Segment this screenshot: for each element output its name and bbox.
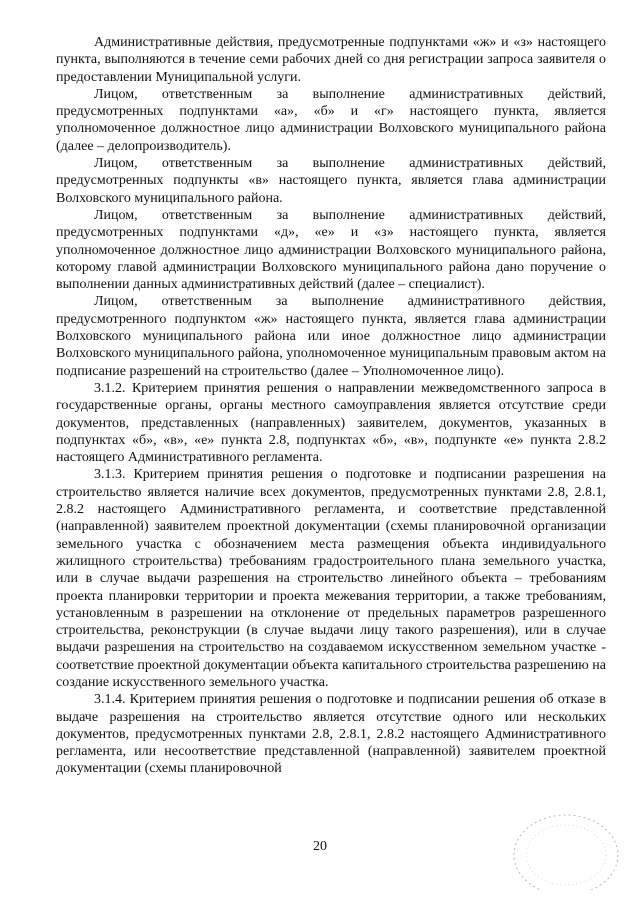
paragraph: 3.1.2. Критерием принятия решения о направлении межведомственного запроса в государственные органы, органы местного самоуправления является отсутствие среди документов, представленных (направленных) заявителем, документов, указанных в подпунктах «б», «в», «е» пункта 2.8, подпунктах «б», «в», подпункте «е» пункта 2.8.2 настоящего Административного регламента. xyxy=(56,380,606,466)
paragraph: Административные действия, предусмотренные подпунктами «ж» и «з» настоящего пункта, выполняются в течение семи рабочих дней со дня регистрации запроса заявителя о предоставлении Муниципальной услуги. xyxy=(56,35,606,85)
paragraph: Лицом, ответственным за выполнение административных действий, предусмотренных подпунктами «д», «е» и «з» настоящего пункта, является уполномоченное должностное лицо администрации Волховского муниципального района, которому главой администрации Волховского муниципального района дано поручение о выполнении данных административных действий (далее – специалист). xyxy=(56,207,606,293)
page-body-text xyxy=(56,34,606,778)
paragraph: 3.1.3. Критерием принятия решения о подготовке и подписании разрешения на строительство является наличие всех документов, предусмотренных пунктами 2.8, 2.8.1, 2.8.2 настоящего Административного регламента, и соответствие представленной (направленной) заявителем проектной документации (схемы планировочной организации земельного участка с обозначением места размещения объекта индивидуального жилищного строительства) требованиям градостроительного плана земельного участка, или в случае выдачи разрешения на строительство линейного объекта – требованиям проекта планировки территории и проекта межевания территории, а также требованиям, установленным в разрешении на отклонение от предельных параметров разрешенного строительства, реконструкции (в случае выдачи лицу такого разрешения), или в случае выдачи разрешения на строительство на создаваемом искусственном земельном участке - соответствие проектной документации объекта капитального строительства разрешению на создание искусственного земельного участка. xyxy=(56,467,606,690)
paragraph: 3.1.4. Критерием принятия решения о подготовке и подписании решения об отказе в выдаче разрешения на строительство является отсутствие одного или нескольких документов, предусмотренных пунктами 2.8, 2.8.1, 2.8.2 настоящего Административного регламента, или несоответствие представленной (направленной) заявителем проектной документации (схемы планировочной xyxy=(56,692,606,777)
paragraph: Лицом, ответственным за выполнение административных действий, предусмотренных подпунктами «а», «б» и «г» настоящего пункта, является уполномоченное должностное лицо администрации Волховского муниципального района (далее – делопроизводитель). xyxy=(56,86,606,154)
paragraph: Лицом, ответственным за выполнение административных действий, предусмотренных подпункты «в» настоящего пункта, является глава администрации Волховского муниципального района. xyxy=(56,156,606,206)
seal-stamp xyxy=(506,800,626,890)
page-number: 20 xyxy=(313,839,327,854)
paragraph: Лицом, ответственным за выполнение административного действия, предусмотренного подпунктом «ж» настоящего пункта, является глава администрации Волховского муниципального района или иное должностное лицо администрации Волховского муниципального района, уполномоченное муниципальным правовым актом на подписание разрешений на строительство (далее – Уполномоченное лицо). xyxy=(56,294,606,379)
